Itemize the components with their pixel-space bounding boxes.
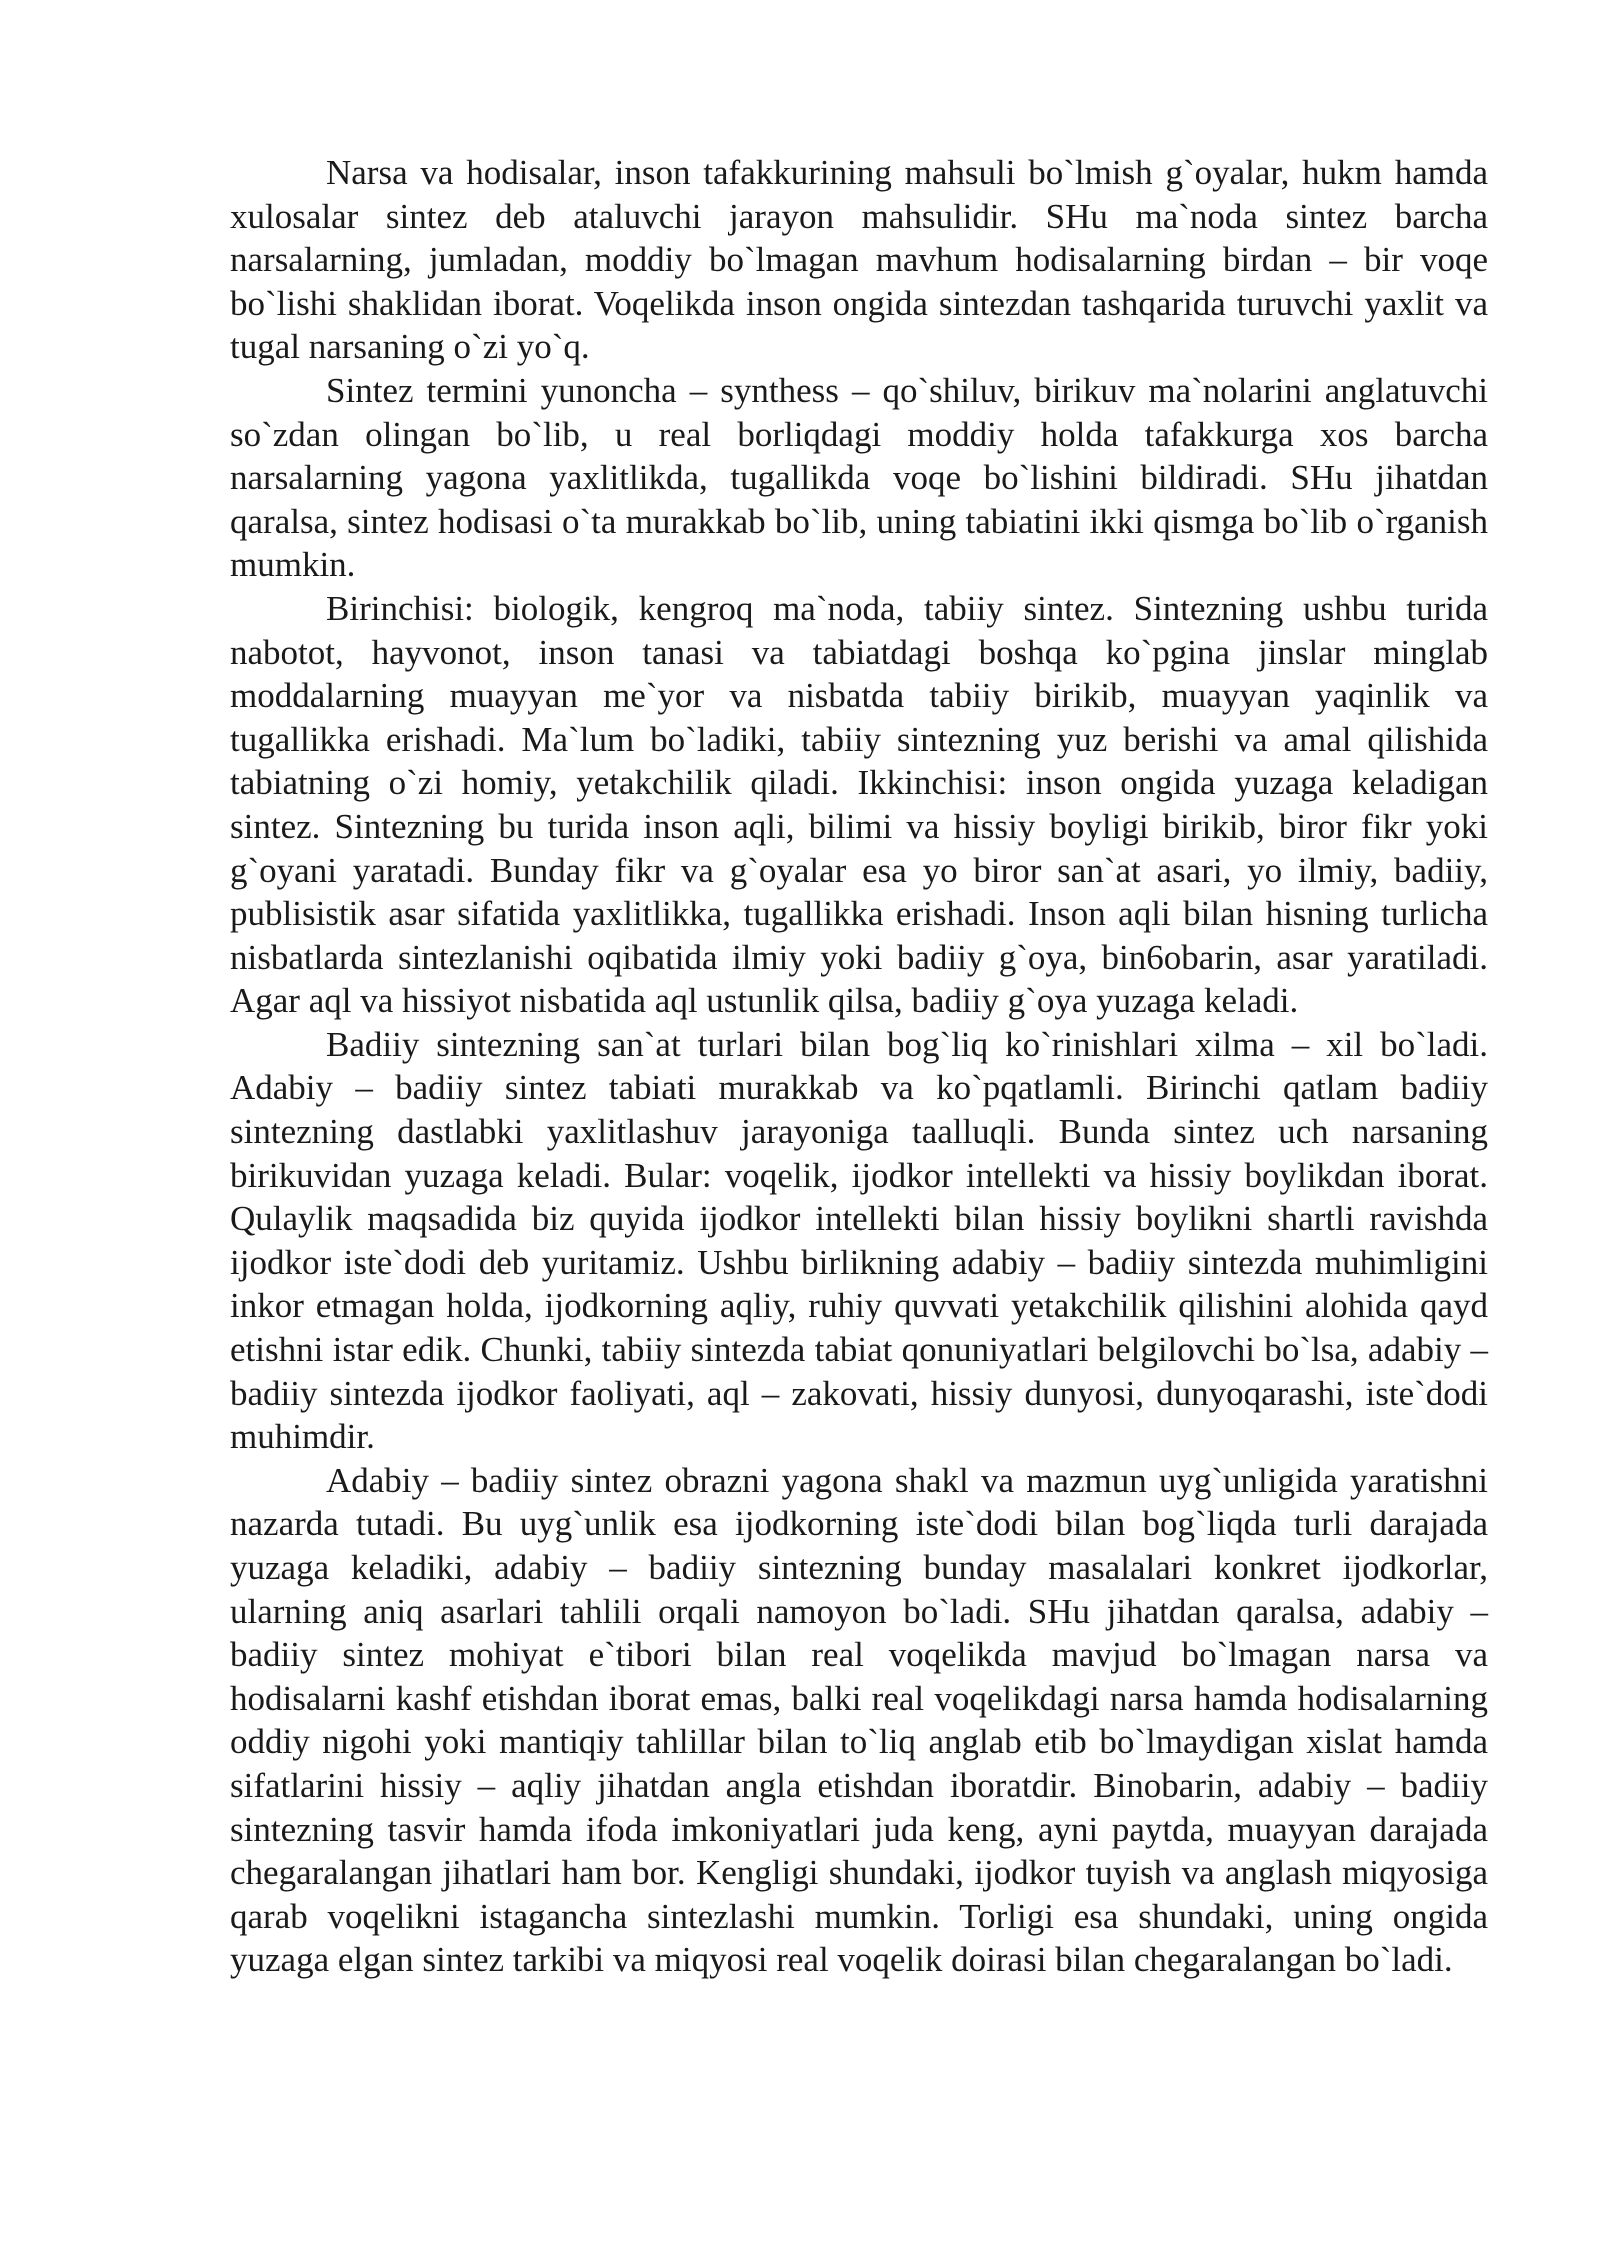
body-text (230, 151, 1488, 1982)
paragraph-1: Narsa va hodisalar, inson tafakkurining mahsuli bo`lmish g`oyalar, hukm hamda xulosalar sintez deb ataluvchi jarayon mahsulidir. SHu ma`noda sintez barcha narsalarning, jumladan, moddiy bo`lmagan mavhum hodisalarning birdan – bir voqe bo`lishi shaklidan iborat. Voqelikda inson ongida sintezdan tashqarida turuvchi yaxlit va tugal narsaning o`zi yo`q. (230, 153, 1488, 367)
paragraph-3: Birinchisi: biologik, kengroq ma`noda, tabiiy sintez. Sintezning ushbu turida nabotot, hayvonot, inson tanasi va tabiatdagi boshqa ko`pgina jinslar minglab moddalarning muayyan me`yor va nisbatda tabiiy birikib, muayyan yaqinlik va tugallikka erishadi. Ma`lum bo`ladiki, tabiiy sintezning yuz berishi va amal qilishida tabiatning o`zi homiy, yetakchilik qiladi. Ikkinchisi: inson ongida yuzaga keladigan sintez. Sintezning bu turida inson aqli, bilimi va hissiy boyligi birikib, biror fikr yoki g`oyani yaratadi. Bunday fikr va g`oyalar esa yo biror san`at asari, yo ilmiy, badiiy, publisistik asar sifatida yaxlitlikka, tugallikka erishadi. Inson aqli bilan hisning turlicha nisbatlarda sintezlanishi oqibatida ilmiy yoki badiiy g`oya, bin6obarin, asar yaratiladi. Agar aql va hissiyot nisbatida aql ustunlik qilsa, badiiy g`oya yuzaga keladi. (230, 588, 1488, 1021)
paragraph-4: Badiiy sintezning san`at turlari bilan bog`liq ko`rinishlari xilma – xil bo`ladi. Adabiy – badiiy sintez tabiati murakkab va ko`pqatlamli. Birinchi qatlam badiiy sintezning dastlabki yaxlitlashuv jarayoniga taalluqli. Bunda sintez uch narsaning birikuvidan yuzaga keladi. Bular: voqelik, ijodkor intellekti va hissiy boylikdan iborat. Qulaylik maqsadida biz quyida ijodkor intellekti bilan hissiy boylikni shartli ravishda ijodkor iste`dodi deb yuritamiz. Ushbu birlikning adabiy – badiiy sintezda muhimligini inkor etmagan holda, ijodkorning aqliy, ruhiy quvvati yetakchilik qilishini alohida qayd etishni istar edik. Chunki, tabiiy sintezda tabiat qonuniyatlari belgilovchi bo`lsa, adabiy – badiiy sintezda ijodkor faoliyati, aql – zakovati, hissiy dunyosi, dunyoqarashi, iste`dodi muhimdir. (230, 1024, 1488, 1457)
paragraph-5: Adabiy – badiiy sintez obrazni yagona shakl va mazmun uyg`unligida yaratishni nazarda tutadi. Bu uyg`unlik esa ijodkorning iste`dodi bilan bog`liqda turli darajada yuzaga keladiki, adabiy – badiiy sintezning bunday masalalari konkret ijodkorlar, ularning aniq asarlari tahlili orqali namoyon bo`ladi. SHu jihatdan qaralsa, adabiy – badiiy sintez mohiyat e`tibori bilan real voqelikda mavjud bo`lmagan narsa va hodisalarni kashf etishdan iborat emas, balki real voqelikdagi narsa hamda hodisalarning oddiy nigohi yoki mantiqiy tahlillar bilan to`liq anglab etib bo`lmaydigan xislat hamda sifatlarini hissiy – aqliy jihatdan angla etishdan iboratdir. Binobarin, adabiy – badiiy sintezning tasvir hamda ifoda imkoniyatlari juda keng, ayni paytda, muayyan darajada chegaralangan jihatlari ham bor. Kengligi shundaki, ijodkor tuyish va anglash miqyosiga qarab voqelikni istagancha sintezlashi mumkin. Torligi esa shundaki, uning ongida yuzaga elgan sintez tarkibi va miqyosi real voqelik doirasi bilan chegaralangan bo`ladi. (230, 1460, 1488, 1980)
paragraph-2: Sintez termini yunoncha – synthess – qo`shiluv, birikuv ma`nolarini anglatuvchi so`zdan olingan bo`lib, u real borliqdagi moddiy holda tafakkurga xos barcha narsalarning yagona yaxlitlikda, tugallikda voqe bo`lishini bildiradi. SHu jihatdan qaralsa, sintez hodisasi o`ta murakkab bo`lib, uning tabiatini ikki qismga bo`lib o`rganish mumkin. (230, 370, 1488, 585)
